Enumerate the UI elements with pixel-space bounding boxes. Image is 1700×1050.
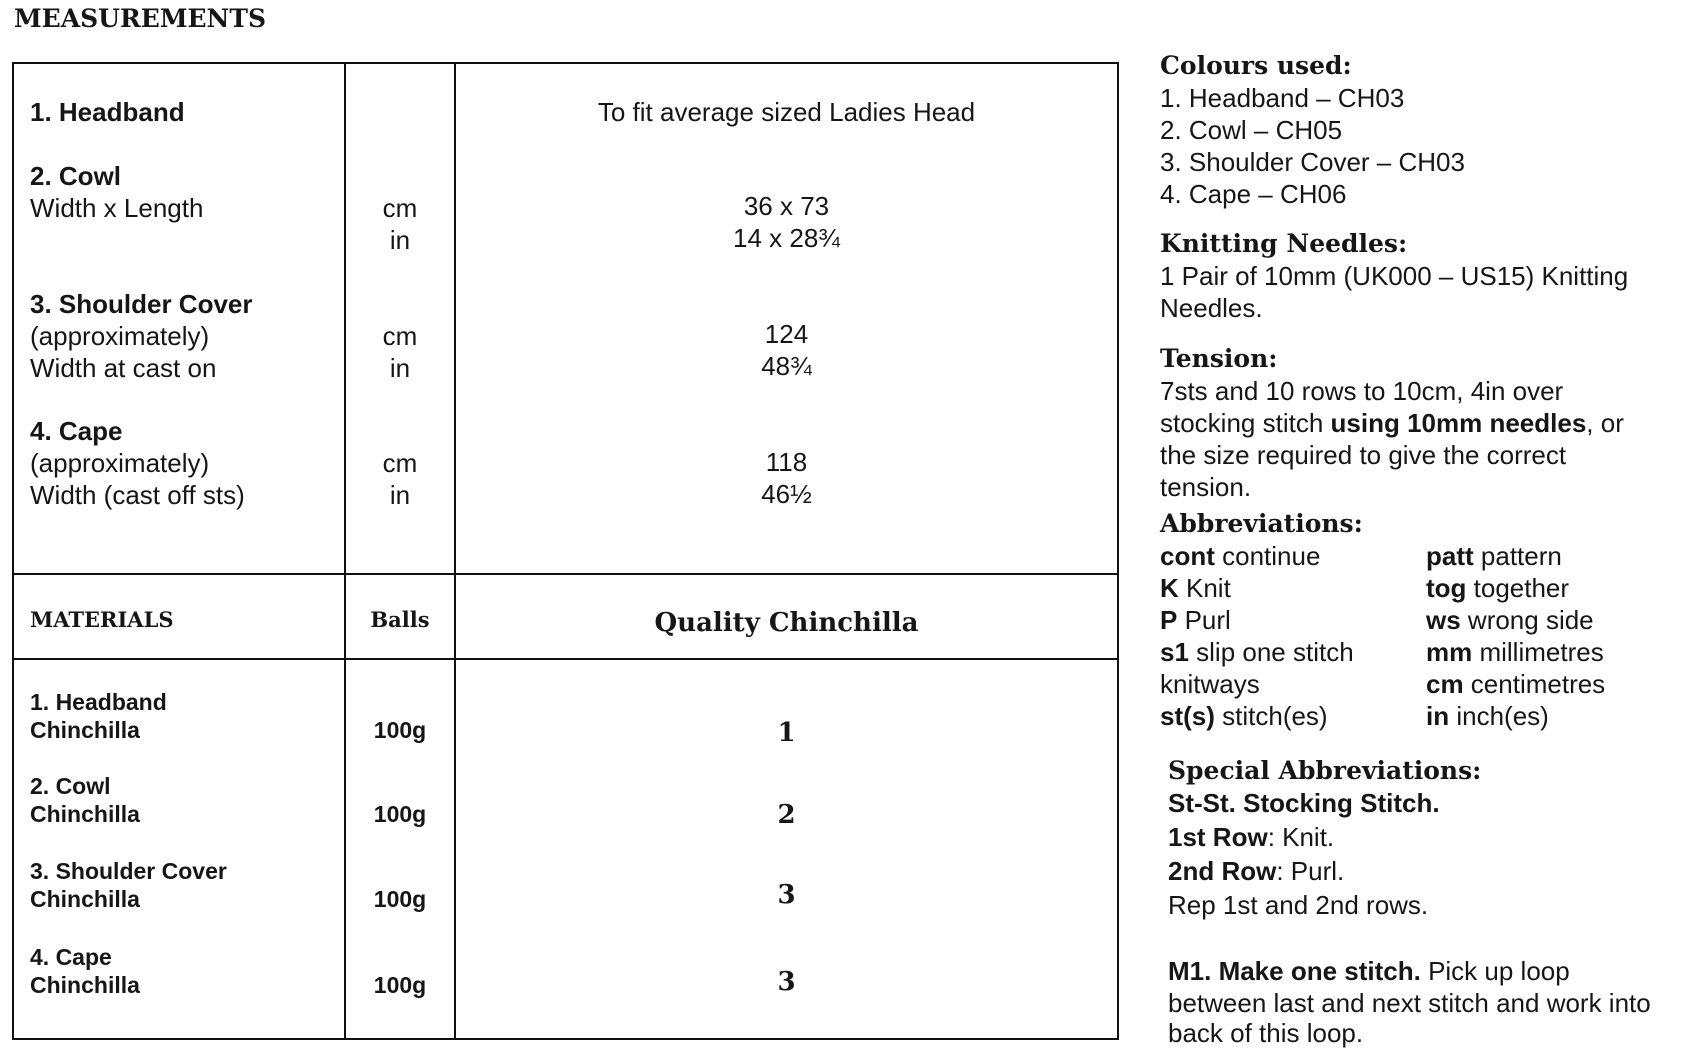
cowl-unit-cm: cm	[382, 193, 418, 223]
cowl-title: 2. Cowl	[30, 161, 122, 191]
abbreviation-item	[1160, 572, 1231, 604]
tension-needle-size: using 10mm needles	[1330, 408, 1587, 438]
abbreviation-meaning: inch(es)	[1449, 701, 1549, 731]
abbreviation-item	[1426, 572, 1569, 604]
row-1-label: 1st Row	[1168, 822, 1268, 852]
material-row-weight: 100g	[373, 886, 427, 912]
cape-value-in: 46½	[761, 479, 812, 509]
shoulder-cover-value-in: 48¾	[761, 351, 812, 381]
colours-heading: Colours used:	[1160, 51, 1352, 80]
m1-text: Pick up loop	[1420, 956, 1570, 986]
cowl-dimension-label: Width x Length	[30, 193, 204, 223]
tension-line: tension.	[1160, 472, 1252, 502]
headband-title: 1. Headband	[30, 97, 185, 127]
colour-item: 4. Cape – CH06	[1160, 179, 1347, 209]
abbreviation-term: P	[1160, 605, 1178, 635]
tension-line-text: , or	[1586, 408, 1624, 438]
abbreviation-meaning: centimetres	[1463, 669, 1606, 699]
abbreviation-item	[1160, 700, 1328, 732]
cape-title: 4. Cape	[30, 416, 123, 446]
st-st-definition: St-St. Stocking Stitch.	[1168, 788, 1440, 818]
abbreviation-item	[1160, 604, 1231, 636]
material-row-yarn: Chinchilla	[30, 717, 140, 743]
abbreviation-meaning: slip one stitch	[1188, 637, 1354, 667]
material-row-name: 3. Shoulder Cover	[30, 858, 227, 884]
abbreviation-term: in	[1426, 701, 1450, 731]
material-row-balls: 3	[777, 880, 796, 910]
abbreviation-meaning: stitch(es)	[1214, 701, 1328, 731]
cowl-value-cm: 36 x 73	[743, 191, 830, 221]
abbreviation-term: tog	[1426, 573, 1467, 603]
table-border-bottom	[12, 1038, 1119, 1040]
abbreviations-heading: Abbreviations:	[1160, 509, 1363, 538]
material-row-weight: 100g	[373, 972, 427, 998]
abbreviation-meaning: knitways	[1160, 669, 1260, 699]
row-2-label: 2nd Row	[1168, 856, 1277, 886]
abbreviation-term: cont	[1160, 541, 1215, 571]
cape-unit-cm: cm	[382, 448, 418, 478]
table-border-top	[12, 62, 1119, 64]
abbreviation-item	[1160, 636, 1354, 668]
row-2-text: : Purl.	[1276, 856, 1345, 886]
material-row-yarn: Chinchilla	[30, 972, 140, 998]
abbreviation-term: cm	[1426, 669, 1464, 699]
cape-value-cm: 118	[765, 447, 808, 477]
material-row-weight: 100g	[373, 801, 427, 827]
abbreviation-meaning: pattern	[1473, 541, 1562, 571]
colour-item: 1. Headband – CH03	[1160, 83, 1405, 113]
abbreviation-meaning: continue	[1214, 541, 1321, 571]
abbreviation-item	[1426, 700, 1549, 732]
needles-line: Needles.	[1160, 293, 1263, 323]
needles-heading: Knitting Needles:	[1160, 229, 1408, 258]
shoulder-cover-title: 3. Shoulder Cover	[30, 289, 253, 319]
material-row-name: 4. Cape	[30, 944, 112, 970]
row-2-instruction	[1168, 855, 1344, 887]
m1-definition-line: between last and next stitch and work into	[1168, 988, 1651, 1018]
abbreviation-item	[1426, 604, 1594, 636]
m1-definition-line: back of this loop.	[1168, 1018, 1364, 1048]
shoulder-cover-dimension-label: Width at cast on	[30, 353, 217, 383]
quality-header: Quality Chinchilla	[654, 608, 919, 638]
m1-label: M1. Make one stitch.	[1168, 956, 1421, 986]
abbreviation-item	[1426, 636, 1604, 668]
material-row-name: 1. Headband	[30, 689, 167, 715]
table-border-left	[12, 62, 14, 1040]
materials-header: MATERIALS	[30, 607, 174, 632]
repeat-instruction: Rep 1st and 2nd rows.	[1168, 890, 1429, 920]
row-1-text: : Knit.	[1267, 822, 1335, 852]
abbreviation-term: ws	[1426, 605, 1461, 635]
abbreviation-term: s1	[1160, 637, 1189, 667]
needles-line: 1 Pair of 10mm (UK000 – US15) Knitting	[1160, 261, 1629, 291]
abbreviation-term: patt	[1426, 541, 1474, 571]
material-row-balls: 3	[777, 967, 796, 997]
shoulder-cover-unit-cm: cm	[382, 321, 418, 351]
abbreviation-term: st(s)	[1160, 701, 1215, 731]
abbreviation-term: mm	[1426, 637, 1473, 667]
tension-heading: Tension:	[1160, 344, 1278, 373]
balls-header: Balls	[370, 607, 430, 632]
abbreviation-meaning: together	[1466, 573, 1570, 603]
shoulder-cover-value-cm: 124	[764, 319, 809, 349]
cape-dimension-label: Width (cast off sts)	[30, 480, 245, 510]
row-1-instruction	[1168, 821, 1334, 853]
table-row-divider-2	[12, 658, 1119, 660]
table-row-divider-1	[12, 573, 1119, 575]
abbreviation-meaning: Purl	[1177, 605, 1231, 635]
abbreviation-term: K	[1160, 573, 1179, 603]
shoulder-cover-unit-in: in	[389, 353, 411, 383]
abbreviation-item	[1160, 540, 1320, 572]
material-row-yarn: Chinchilla	[30, 886, 140, 912]
headband-fit-value: To fit average sized Ladies Head	[597, 97, 976, 127]
cowl-unit-in: in	[389, 225, 411, 255]
material-row-balls: 1	[777, 718, 796, 748]
colour-item: 3. Shoulder Cover – CH03	[1160, 147, 1465, 177]
material-row-name: 2. Cowl	[30, 773, 111, 799]
abbreviation-item	[1160, 668, 1260, 700]
shoulder-cover-note: (approximately)	[30, 321, 210, 351]
tension-line	[1160, 407, 1624, 439]
tension-line: the size required to give the correct	[1160, 440, 1567, 470]
abbreviation-item	[1426, 540, 1562, 572]
m1-definition	[1168, 955, 1570, 987]
page-title: MEASUREMENTS	[14, 4, 267, 33]
special-abbreviations-heading: Special Abbreviations:	[1168, 756, 1482, 785]
material-row-balls: 2	[777, 800, 796, 830]
material-row-yarn: Chinchilla	[30, 801, 140, 827]
tension-line-text: stocking stitch	[1160, 408, 1331, 438]
abbreviation-meaning: millimetres	[1472, 637, 1604, 667]
material-row-weight: 100g	[373, 717, 427, 743]
abbreviation-meaning: wrong side	[1460, 605, 1594, 635]
cowl-value-in: 14 x 28¾	[733, 223, 840, 253]
cape-unit-in: in	[389, 480, 411, 510]
cape-note: (approximately)	[30, 448, 210, 478]
table-border-right	[1117, 62, 1119, 1040]
colour-item: 2. Cowl – CH05	[1160, 115, 1343, 145]
abbreviation-item	[1426, 668, 1605, 700]
abbreviation-meaning: Knit	[1178, 573, 1231, 603]
tension-line: 7sts and 10 rows to 10cm, 4in over	[1160, 376, 1564, 406]
